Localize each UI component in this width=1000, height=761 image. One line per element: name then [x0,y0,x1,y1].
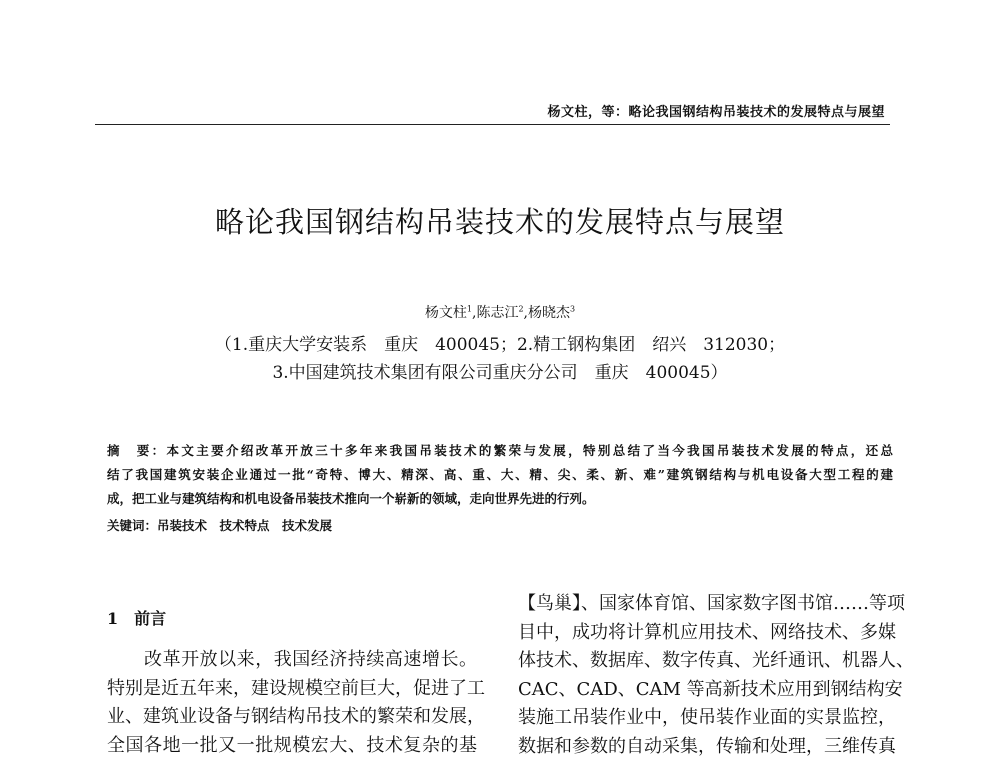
author-name: 陈志江 [476,305,518,321]
left-column-body [107,646,477,760]
author-affiliation-mark: 1 [467,304,472,313]
affiliation-line: （1.重庆大学安装系 重庆 400045；2.精工钢构集团 绍兴 312030； [0,330,1000,355]
abstract-line: 结了我国建筑安装企业通过一批“奇特、博大、精深、高、重、大、精、尖、柔、新、难”建筑钢结构与机电设备大型工程的建 [107,465,893,483]
header-rule [95,124,890,125]
body-line: 改革开放以来，我国经济持续高速增长。 [107,646,477,675]
keywords: 关键词：吊装技术 技术特点 技术发展 [107,516,893,534]
section-heading: 1 前言 [107,606,166,629]
abstract-line: 摘 要：本文主要介绍改革开放三十多年来我国吊装技术的繁荣与发展，特别总结了当今我国吊装技术发展的特点，还总 [107,441,893,459]
abstract-line: 成，把工业与建筑结构和机电设备吊装技术推向一个崭新的领域，走向世界先进的行列。 [107,489,893,507]
author-name: 杨晓杰 [528,305,570,321]
author-list: 杨文柱$^1$,陈志江$^2$,杨晓杰$^3$ [0,302,1000,322]
body-line: 体技术、数据库、数字传真、光纤通讯、机器人、 [518,647,888,676]
body-line: 【鸟巢】、国家体育馆、国家数字图书馆……等项 [518,590,888,619]
author-name: 杨文柱 [425,305,467,321]
affiliation-line: 3.中国建筑技术集团有限公司重庆分公司 重庆 400045） [0,358,1000,383]
body-line: 数据和参数的自动采集，传输和处理，三维传真 [518,733,888,761]
author-affiliation-mark: 2 [518,304,523,313]
body-line: 业、建筑业设备与钢结构吊技术的繁荣和发展， [107,703,477,732]
body-line: 目中，成功将计算机应用技术、网络技术、多媒 [518,619,888,648]
paper-title: 略论我国钢结构吊装技术的发展特点与展望 [0,200,1000,241]
body-line: 装施工吊装作业中，使吊装作业面的实景监控， [518,704,888,733]
running-head: 杨文柱，等：略论我国钢结构吊装技术的发展特点与展望 [547,101,885,120]
body-line: 特别是近五年来，建设规模空前巨大，促进了工 [107,675,477,704]
body-line: 全国各地一批又一批规模宏大、技术复杂的基 [107,732,477,761]
right-column-body [518,590,888,761]
author-affiliation-mark: 3 [570,304,575,313]
body-line: CAC、CAD、CAM 等高新技术应用到钢结构安 [518,676,888,705]
